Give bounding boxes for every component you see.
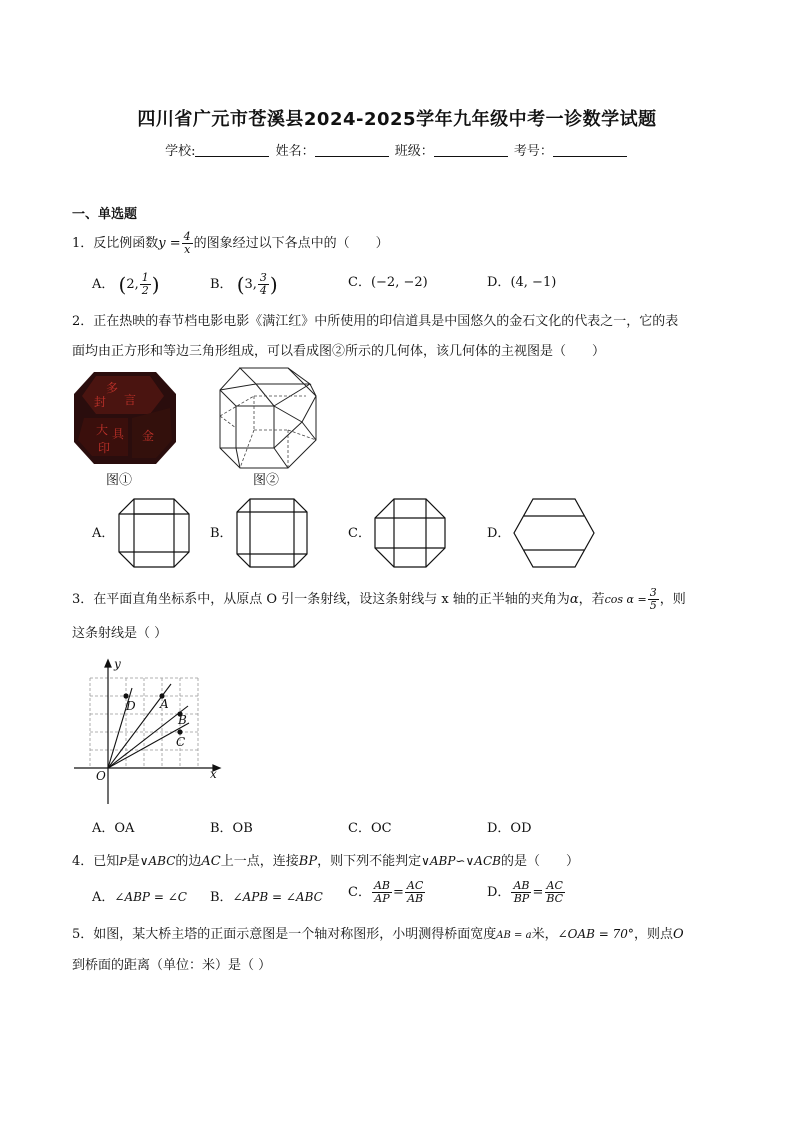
q4-option-c[interactable]: C． $\frac{AB}{AP}$ = $\frac{AC}{AB}$ (348, 879, 424, 905)
q1-option-a-frac (140, 272, 151, 297)
q1-option-b-den: 4 (259, 284, 267, 297)
q1-option-b-value: 3, (244, 277, 257, 292)
question-3-line2: 这条射线是（ ） (72, 626, 168, 641)
id-label: 考号： (513, 144, 553, 159)
seal-photo-figure (72, 368, 178, 468)
label-o: O (96, 769, 106, 783)
q2-option-c-view[interactable] (374, 498, 446, 568)
id-blank[interactable] (553, 144, 627, 157)
q4-bp: BP (298, 854, 318, 869)
edge (302, 396, 316, 422)
fig1-caption: 图① (106, 473, 133, 488)
paren-right: ) (151, 272, 160, 297)
question-5-line2: 到桥面的距离（单位：米）是（ ） (72, 958, 272, 973)
q4-option-d-frac1 (511, 880, 531, 905)
q4-p: P (119, 855, 127, 868)
fig2-caption: 图② (253, 473, 280, 488)
q3-cos-den: 5 (649, 599, 657, 612)
q2-option-c-label[interactable]: C． (348, 526, 371, 541)
q4-option-c-frac1 (372, 880, 392, 905)
frac-num: AC (406, 879, 424, 892)
q1-option-a-value: 2, (126, 277, 139, 292)
q4-option-a-value: ∠ABP = ∠C (114, 890, 187, 904)
q1-func-num: 4 (183, 230, 191, 243)
q1-func-fraction (182, 231, 193, 256)
q2-option-d-label[interactable]: D． (487, 526, 511, 541)
paren-left: ( (236, 272, 245, 297)
q5-text-before: 如图，某大桥主塔的正面示意图是一个轴对称图形，小明测得桥面宽度 (93, 927, 497, 942)
hidden-edge (240, 430, 254, 468)
q1-option-a-num: 1 (141, 271, 149, 284)
q1-option-d-value: (4, −1) (510, 275, 557, 290)
q5-o: O (672, 927, 684, 942)
edge (220, 390, 236, 406)
q4-option-c-frac2 (405, 880, 425, 905)
q1-option-b[interactable] (210, 272, 278, 297)
q3-option-a[interactable]: A．OA (92, 821, 135, 836)
q3-option-c[interactable]: C．OC (348, 821, 392, 836)
frac-den: AB (407, 892, 424, 905)
q3-coordinate-graph (72, 656, 224, 808)
seal-glyph: 大 (96, 423, 109, 437)
q1-option-a[interactable] (92, 272, 160, 297)
q4-ac: AC (201, 854, 221, 869)
seal-glyph: 多 (106, 381, 119, 395)
q3-cos-fraction (648, 587, 659, 612)
hidden-edge (220, 416, 236, 428)
seal-glyph: 金 (142, 429, 155, 443)
q1-option-b-num: 3 (259, 271, 267, 284)
q4-triangle: ∨ABC (139, 854, 176, 868)
q4-option-c-label: C． (348, 885, 371, 900)
question-4 (72, 852, 579, 871)
school-label: 学校: (165, 144, 196, 159)
q4-option-b-label: B． (210, 890, 233, 905)
point-c (177, 729, 182, 734)
edge (274, 448, 288, 468)
q4-option-a[interactable] (92, 888, 187, 907)
point-d (123, 693, 128, 698)
question-5-line1 (72, 925, 684, 945)
q4-option-b[interactable] (210, 888, 323, 907)
outline (220, 368, 316, 468)
q1-func-den: x (184, 243, 191, 256)
top-square (240, 368, 310, 384)
q3-cos-num: 3 (649, 586, 657, 599)
front-square (236, 406, 274, 448)
q4-similar: ∨ABP∽∨ACB (421, 854, 501, 868)
section-title: 一、单选题 (72, 207, 138, 222)
q3-cos-label: cos α = (604, 593, 647, 606)
q4-option-d-frac2 (544, 880, 565, 905)
label-y: y (114, 657, 121, 671)
label-a: A (160, 697, 169, 711)
q5-angle: ∠OAB = 70° (557, 927, 634, 941)
q5-text-after: ，则点 (633, 927, 673, 942)
q4-text-after: 的是（ ） (500, 854, 579, 869)
question-3-line1 (72, 587, 686, 612)
q4-option-b-value: ∠APB = ∠ABC (232, 890, 323, 904)
q1-option-c[interactable] (348, 274, 428, 292)
q3-alpha: α (569, 592, 579, 607)
label-d: D (126, 699, 136, 713)
q3-option-b[interactable]: B．OB (210, 821, 253, 836)
q1-option-b-label: B． (210, 277, 233, 292)
q2-option-d-view[interactable] (513, 498, 595, 568)
question-2-line2: 面均由正方形和等边三角形组成，可以看成图②所示的几何体，该几何体的主视图是（ ） (72, 344, 606, 359)
seal-glyph: 言 (124, 393, 137, 407)
student-info-line (0, 140, 794, 159)
class-label: 班级： (394, 144, 434, 159)
frac-den: BP (513, 892, 530, 905)
edge (274, 384, 310, 406)
q4-text-before: 已知 (93, 854, 120, 869)
y-axis-arrow (105, 660, 111, 667)
q4-option-a-label: A． (92, 890, 115, 905)
seal-glyph: 印 (98, 441, 111, 455)
q3-number: 3． (72, 592, 94, 607)
q1-option-c-value: (−2, −2) (370, 275, 428, 290)
page-title: 四川省广元市苍溪县2024-2025学年九年级中考一诊数学试题 (137, 109, 657, 130)
frac-den: BC (546, 892, 564, 905)
q2-number: 2． (72, 314, 94, 329)
polyhedron-figure (218, 366, 320, 470)
q1-option-b-frac (258, 272, 269, 297)
label-c: C (176, 735, 186, 749)
q2-option-a-view[interactable] (118, 498, 190, 568)
edge (256, 384, 274, 406)
frac-den: AP (374, 892, 390, 905)
q2-line1: 正在热映的春节档电影电影《满江红》中所使用的印信道具是中国悠久的金石文化的代表之一，它的表 (93, 314, 679, 329)
q4-text-mid4: ，则下列不能判定 (317, 854, 422, 869)
q5-number: 5． (72, 927, 94, 942)
q1-text-after: 的图象经过以下各点中的（ ） (193, 236, 389, 251)
paren-left: ( (118, 272, 127, 297)
question-2-line1 (72, 313, 678, 331)
question-1 (72, 231, 389, 256)
frac-num: AB (373, 879, 390, 892)
q2-option-b-label[interactable]: B． (210, 526, 233, 541)
q4-number: 4． (72, 854, 94, 869)
q3-text-before: 在平面直角坐标系中，从原点 O 引一条射线，设这条射线与 x 轴的正半轴的夹角为 (93, 592, 570, 607)
q1-option-c-label: C． (348, 275, 371, 290)
q5-text-mid: 米， (531, 927, 558, 942)
q2-option-a-label[interactable]: A． (92, 526, 115, 541)
edge (310, 384, 316, 396)
q5-ab: AB = a (496, 930, 532, 941)
paren-right: ) (269, 272, 278, 297)
q1-text-before: 反比例函数 (93, 236, 159, 251)
frac-num: AC (546, 879, 563, 892)
q1-option-d-label: D． (487, 275, 511, 290)
name-label: 姓名： (275, 144, 315, 159)
q1-option-d[interactable] (487, 274, 556, 292)
q3-option-d[interactable]: D．OD (487, 821, 532, 836)
q1-option-a-den: 2 (141, 284, 149, 297)
seal-glyph: 具 (112, 427, 125, 441)
q1-func-lhs: y = (158, 236, 181, 251)
seal-glyph: 封 (94, 395, 107, 409)
q2-option-b-view[interactable] (236, 498, 308, 568)
name-blank[interactable] (315, 144, 389, 157)
q4-option-d[interactable]: D． $\frac{AB}{BP}$ = $\frac{AC}{BC}$ (487, 879, 564, 905)
school-blank[interactable] (195, 144, 269, 157)
q3-text-mid: ，若 (578, 592, 605, 607)
q4-option-d-label: D． (487, 885, 511, 900)
q4-text-mid2: 的边 (175, 854, 202, 869)
q1-number: 1． (72, 236, 94, 251)
q4-text-mid1: 是 (126, 854, 140, 869)
q4-text-mid3: 上一点，连接 (220, 854, 299, 869)
q3-text-after: ，则 (659, 592, 686, 607)
label-b: B (178, 713, 187, 727)
label-x: x (210, 767, 217, 781)
q1-option-a-label: A． (92, 277, 115, 292)
edge (274, 406, 302, 422)
edge (220, 384, 256, 390)
frac-num: AB (513, 879, 530, 892)
class-blank[interactable] (434, 144, 508, 157)
